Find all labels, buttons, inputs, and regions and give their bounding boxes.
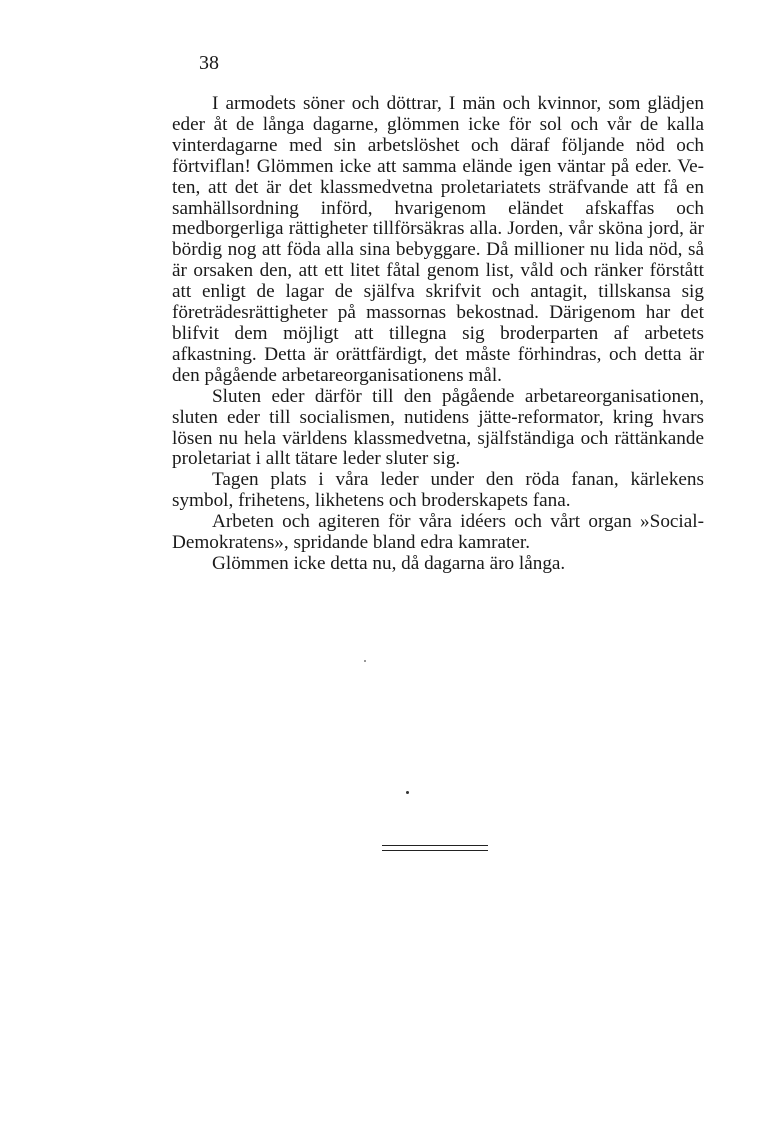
paragraph-5: Glömmen icke detta nu, då dagarna äro långa. — [212, 552, 566, 574]
print-speck — [364, 660, 366, 662]
double-rule-divider — [382, 845, 488, 851]
print-speck — [406, 791, 409, 794]
paragraph-3: Tagen plats i våra leder under den röda fanan, kärlekens symbol, frihetens, likhetens och broderskapets fana. — [172, 469, 704, 512]
body-text — [172, 94, 704, 575]
paragraph-2: Sluten eder därför till den pågående arbetareorganisationen, sluten eder till socialismen, nutidens jätte-reformator, kring hvars lösen nu hela världens klassmedvetna, själfständiga och rättänkande proletariat i allt tätare leder sluter sig. — [172, 385, 704, 470]
paragraph-4: Arbeten och agiteren för våra idéers och vårt organ »Social-Demokratens», spridande bland edra kamrater. — [172, 511, 704, 554]
page-number: 38 — [199, 52, 219, 74]
paragraph-1: I armodets söner och döttrar, I män och kvinnor, som glädjen eder åt de långa dagarne, glömmen icke för sol och vår de kalla vinterdagarne med sin arbetslöshet och däraf följande nöd och förtviflan! Glömmen icke att samma elände igen väntar på eder. Veten, att det är det klassmedvetna proletariatets sträfvande att få en samhällsordning införd, hvarigenom eländet afskaffas och medborgerliga rättigheter tillförsäkras alla. Jorden, vår sköna jord, är bördig nog att föda alla sina bebyggare. Då millioner nu lida nöd, så är orsaken den, att ett litet fåtal genom list, våld och ränker förstått att enligt de lagar de själfva skrifvit och antagit, tillskansa sig företrädesrättigheter på massornas bekostnad. Därigenom har det blifvit dem möjligt att tillegna sig broderparten af arbetets afkastning. Detta är orättfärdigt, det måste förhindras, och detta är den pågående arbetareorganisationens mål. — [172, 93, 704, 386]
